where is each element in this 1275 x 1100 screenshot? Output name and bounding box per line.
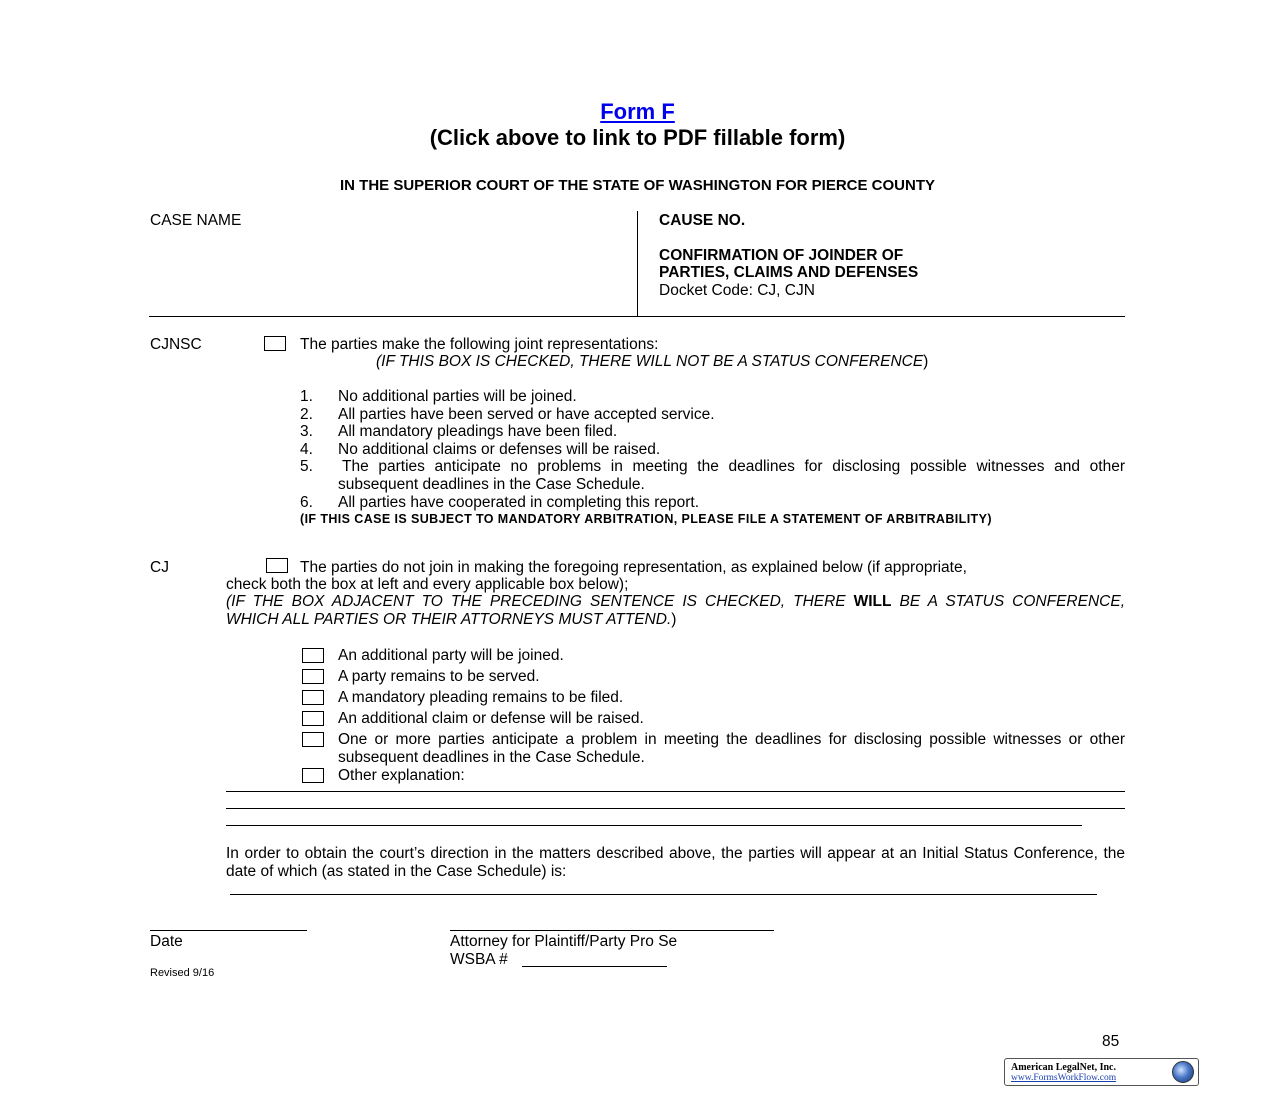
option-label: A party remains to be served. bbox=[338, 668, 540, 685]
option-label: An additional party will be joined. bbox=[338, 647, 564, 664]
court-heading: IN THE SUPERIOR COURT OF THE STATE OF WASHINGTON FOR PIERCE COUNTY bbox=[339, 177, 936, 194]
cjnsc-representation-list bbox=[300, 388, 1125, 527]
list-item bbox=[302, 647, 1125, 668]
cj-note-will: WILL bbox=[853, 593, 892, 610]
list-item-text: All parties have been served or have accepted service. bbox=[338, 405, 715, 423]
option-checkbox[interactable] bbox=[302, 732, 324, 747]
list-item bbox=[300, 441, 1125, 459]
list-item bbox=[300, 406, 1125, 424]
option-label: One or more parties anticipate a problem in meeting the deadlines for disclosing possible witnesses or other subsequent deadlines in the Case Schedule. bbox=[338, 731, 1125, 766]
list-item-text: All parties have cooperated in completing this report. bbox=[338, 493, 700, 511]
form-title-line1: CONFIRMATION OF JOINDER OF bbox=[659, 247, 904, 264]
cj-statement-line2: check both the box at left and every applicable box below); bbox=[226, 576, 629, 593]
date-label: Date bbox=[150, 933, 183, 950]
cj-statement-line1: The parties do not join in making the foregoing representation, as explained below (if appropriate, bbox=[300, 559, 967, 576]
caption-divider-horizontal bbox=[149, 316, 1125, 317]
american-legalnet-logo[interactable] bbox=[1004, 1058, 1199, 1086]
option-label: A mandatory pleading remains to be filed. bbox=[338, 689, 624, 706]
list-item bbox=[302, 767, 1125, 788]
list-item-text: No additional claims or defenses will be raised. bbox=[338, 440, 661, 458]
explanation-line[interactable] bbox=[226, 825, 1082, 826]
globe-icon bbox=[1172, 1061, 1194, 1083]
list-item-number: 1. bbox=[300, 388, 313, 405]
list-item-number: 4. bbox=[300, 440, 313, 458]
conference-date-line[interactable] bbox=[230, 894, 1097, 895]
cjnsc-note-close: ) bbox=[923, 353, 929, 370]
cj-options-list bbox=[302, 647, 1125, 788]
arbitration-note: (IF THIS CASE IS SUBJECT TO MANDATORY ARBITRATION, PLEASE FILE A STATEMENT OF ARBITRABILITY) bbox=[300, 512, 992, 527]
attorney-signature-line[interactable] bbox=[450, 930, 774, 931]
list-item bbox=[300, 458, 1125, 493]
caption-divider-vertical bbox=[637, 211, 638, 317]
form-link-instruction: (Click above to link to PDF fillable form) bbox=[429, 125, 846, 150]
cj-note-italic-a: (IF THE BOX ADJACENT TO THE PRECEDING SENTENCE IS CHECKED, THERE bbox=[226, 593, 854, 610]
option-checkbox[interactable] bbox=[302, 768, 324, 783]
logo-website-link[interactable]: www.FormsWorkFlow.com bbox=[1011, 1073, 1117, 1083]
option-label: An additional claim or defense will be raised. bbox=[338, 710, 644, 727]
list-item bbox=[300, 423, 1125, 441]
logo-company-name: American LegalNet, Inc. bbox=[1011, 1062, 1116, 1073]
cjnsc-code: CJNSC bbox=[150, 336, 202, 353]
cj-note-italic-b: BE A STATUS CONFERENCE, WHICH ALL PARTIES OR THEIR ATTORNEYS MUST ATTEND. bbox=[226, 593, 1125, 628]
cjnsc-statement: The parties make the following joint representations: bbox=[300, 336, 659, 353]
page-number: 85 bbox=[1102, 1033, 1120, 1050]
option-label: Other explanation: bbox=[338, 767, 465, 784]
option-checkbox[interactable] bbox=[302, 669, 324, 684]
status-conference-paragraph: In order to obtain the court’s direction in the matters described above, the parties will appear at an Initial Status Conference, the date of which (as stated in the Case Schedule) is: bbox=[226, 845, 1125, 880]
cj-checkbox[interactable] bbox=[266, 558, 288, 573]
list-item-number: 3. bbox=[300, 423, 313, 441]
date-signature-line[interactable] bbox=[150, 930, 307, 931]
option-checkbox[interactable] bbox=[302, 690, 324, 705]
option-checkbox[interactable] bbox=[302, 711, 324, 726]
list-item-number: 5. bbox=[300, 458, 313, 476]
form-f-link[interactable]: Form F bbox=[600, 99, 675, 124]
wsba-label: WSBA # bbox=[450, 951, 508, 968]
list-item-number: 6. bbox=[300, 493, 313, 511]
list-item-number: 2. bbox=[300, 405, 313, 423]
list-item bbox=[302, 689, 1125, 710]
explanation-line[interactable] bbox=[226, 808, 1125, 809]
cjnsc-note-italic: (IF THIS BOX IS CHECKED, THERE WILL NOT BE A STATUS CONFERENCE bbox=[376, 353, 924, 370]
attorney-label: Attorney for Plaintiff/Party Pro Se bbox=[450, 933, 678, 950]
list-item bbox=[302, 731, 1125, 767]
explanation-line[interactable] bbox=[226, 791, 1125, 792]
list-item bbox=[300, 494, 1125, 512]
list-item-text: All mandatory pleadings have been filed. bbox=[338, 423, 618, 441]
list-item bbox=[302, 668, 1125, 689]
cjnsc-checkbox[interactable] bbox=[264, 336, 286, 351]
revised-date: Revised 9/16 bbox=[150, 967, 215, 979]
cause-no-label: CAUSE NO. bbox=[659, 212, 746, 229]
option-checkbox[interactable] bbox=[302, 648, 324, 663]
list-item bbox=[302, 710, 1125, 731]
list-item-text: No additional parties will be joined. bbox=[338, 388, 577, 405]
cj-note-close: ) bbox=[671, 611, 677, 628]
list-item-text: The parties anticipate no problems in meeting the deadlines for disclosing possible witnesses and other subsequent deadlines in the Case Schedule. bbox=[338, 458, 1125, 493]
docket-code: Docket Code: CJ, CJN bbox=[659, 282, 815, 299]
cj-code: CJ bbox=[150, 559, 169, 576]
list-item bbox=[300, 388, 1125, 406]
form-title-line2: PARTIES, CLAIMS AND DEFENSES bbox=[659, 264, 919, 281]
cjnsc-note bbox=[376, 353, 928, 371]
cj-note bbox=[226, 593, 1125, 629]
case-name-label: CASE NAME bbox=[150, 212, 242, 229]
wsba-number-line[interactable] bbox=[522, 966, 667, 967]
